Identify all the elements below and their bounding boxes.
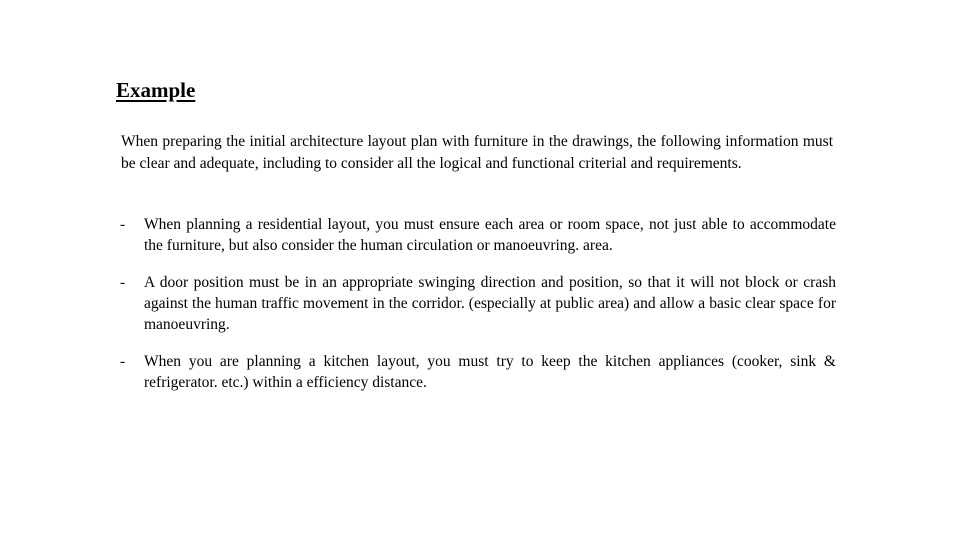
bullet-dash: - [120, 216, 126, 233]
bullet-text: A door position must be in an appropriate swinging direction and position, so that it will not block or crash against the human traffic movement in the corridor. (especially at public area) and allow a basic clear space for manoeuvring. [144, 274, 836, 333]
list-item [120, 214, 836, 256]
bullet-text: When planning a residential layout, you must ensure each area or room space, not just able to accommodate the furniture, but also consider the human circulation or manoeuvring. area. [144, 216, 836, 254]
list-item [120, 351, 836, 393]
list-item [120, 272, 836, 335]
bullet-list [120, 214, 836, 393]
slide-title: Example [116, 78, 196, 102]
bullet-text: When you are planning a kitchen layout, you must try to keep the kitchen appliances (cooker, sink & refrigerator. etc.) within a efficiency distance. [144, 353, 836, 391]
bullet-dash: - [120, 274, 126, 291]
intro-paragraph: When preparing the initial architecture layout plan with furniture in the drawings, the following information must be clear and adequate, including to consider all the logical and functional criterial and requirements. [121, 133, 833, 172]
bullet-dash: - [120, 353, 126, 370]
